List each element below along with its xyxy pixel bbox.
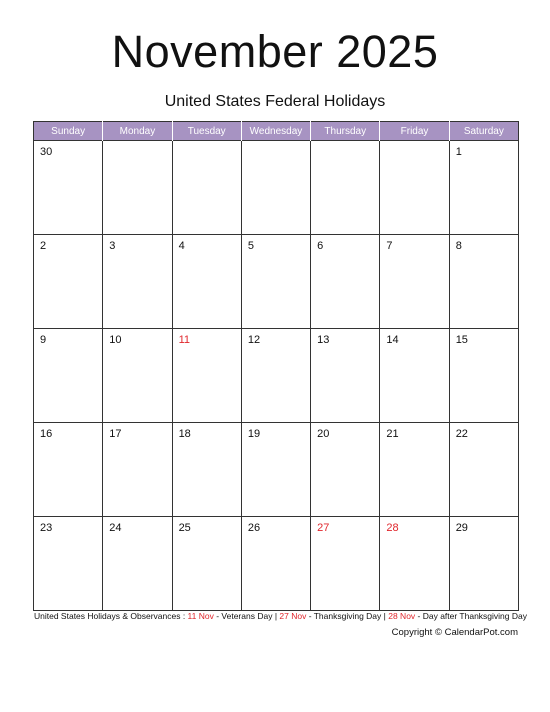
day-cell (103, 329, 172, 423)
weekday-header: Sunday (34, 122, 103, 141)
day-cell (172, 235, 241, 329)
day-number: 4 (178, 240, 185, 252)
day-cell (241, 517, 310, 611)
day-number: 20 (317, 428, 330, 440)
day-cell (103, 235, 172, 329)
day-number: 6 (317, 240, 324, 252)
day-cell (241, 235, 310, 329)
day-number: 1 (455, 146, 462, 158)
day-cell (311, 423, 380, 517)
calendar-week-row (34, 329, 519, 423)
day-number: 22 (455, 428, 468, 440)
holiday-name: - Thanksgiving Day (306, 611, 382, 621)
day-cell (103, 141, 172, 235)
day-number: 11 (178, 334, 190, 346)
day-number: 23 (40, 522, 53, 534)
day-number: 26 (247, 522, 261, 534)
day-number: 18 (178, 428, 191, 440)
day-cell (103, 423, 172, 517)
day-cell (449, 329, 518, 423)
day-number: 14 (386, 334, 399, 346)
day-number: 3 (109, 240, 116, 252)
day-number: 21 (386, 428, 399, 440)
day-number: 28 (386, 522, 399, 534)
day-number: 10 (109, 334, 122, 346)
day-cell (311, 329, 380, 423)
holiday-footer (34, 611, 527, 621)
weekday-header: Monday (103, 122, 172, 141)
footer-label: United States Holidays & Observances : (34, 611, 188, 621)
calendar-week-row (34, 517, 519, 611)
day-cell (449, 235, 518, 329)
day-cell (172, 423, 241, 517)
day-cell (311, 517, 380, 611)
day-number: 7 (386, 240, 393, 252)
day-cell (449, 141, 518, 235)
calendar-grid (33, 121, 519, 611)
holiday-date: 27 Nov (279, 611, 307, 621)
day-cell (380, 517, 449, 611)
day-number: 17 (109, 428, 122, 440)
day-cell (449, 517, 518, 611)
day-number: 19 (247, 428, 261, 440)
page-subtitle: United States Federal Holidays (164, 93, 386, 110)
day-cell (103, 517, 172, 611)
day-cell (34, 141, 103, 235)
day-number: 5 (247, 240, 254, 252)
holiday-name: - Day after Thanksgiving Day (415, 611, 527, 621)
holiday-date: 28 Nov (388, 611, 416, 621)
day-cell (241, 141, 310, 235)
day-cell (311, 141, 380, 235)
weekday-header-row (34, 122, 519, 141)
page-title: November 2025 (111, 26, 439, 77)
day-cell (380, 329, 449, 423)
day-cell (380, 141, 449, 235)
day-cell (34, 235, 103, 329)
day-number: 16 (40, 428, 53, 440)
day-number: 12 (247, 334, 261, 346)
copyright-text: Copyright © CalendarPot.com (391, 627, 518, 638)
day-cell (449, 423, 518, 517)
holiday-separator: | (272, 611, 280, 621)
day-cell (241, 329, 310, 423)
day-number: 25 (178, 522, 191, 534)
day-number: 15 (455, 334, 468, 346)
day-number: 13 (317, 334, 330, 346)
calendar-week-row (34, 141, 519, 235)
weekday-header: Saturday (449, 122, 518, 141)
day-number: 24 (109, 522, 122, 534)
day-number: 2 (40, 240, 47, 252)
weekday-header: Friday (380, 122, 449, 141)
day-cell (34, 329, 103, 423)
holiday-name: - Veterans Day (213, 611, 273, 621)
day-cell (380, 235, 449, 329)
day-cell (380, 423, 449, 517)
day-cell (172, 141, 241, 235)
calendar-week-row (34, 235, 519, 329)
day-cell (311, 235, 380, 329)
day-cell (172, 329, 241, 423)
day-number: 9 (40, 334, 47, 346)
weekday-header: Thursday (311, 122, 380, 141)
day-cell (172, 517, 241, 611)
day-cell (241, 423, 310, 517)
day-number: 8 (455, 240, 462, 252)
day-number: 27 (317, 522, 330, 534)
calendar-week-row (34, 423, 519, 517)
holiday-separator: | (381, 611, 389, 621)
day-cell (34, 517, 103, 611)
weekday-header: Wednesday (241, 122, 310, 141)
day-number: 29 (455, 522, 468, 534)
holiday-date: 11 Nov (187, 611, 214, 621)
day-cell (34, 423, 103, 517)
day-number: 30 (40, 146, 53, 158)
weekday-header: Tuesday (172, 122, 241, 141)
